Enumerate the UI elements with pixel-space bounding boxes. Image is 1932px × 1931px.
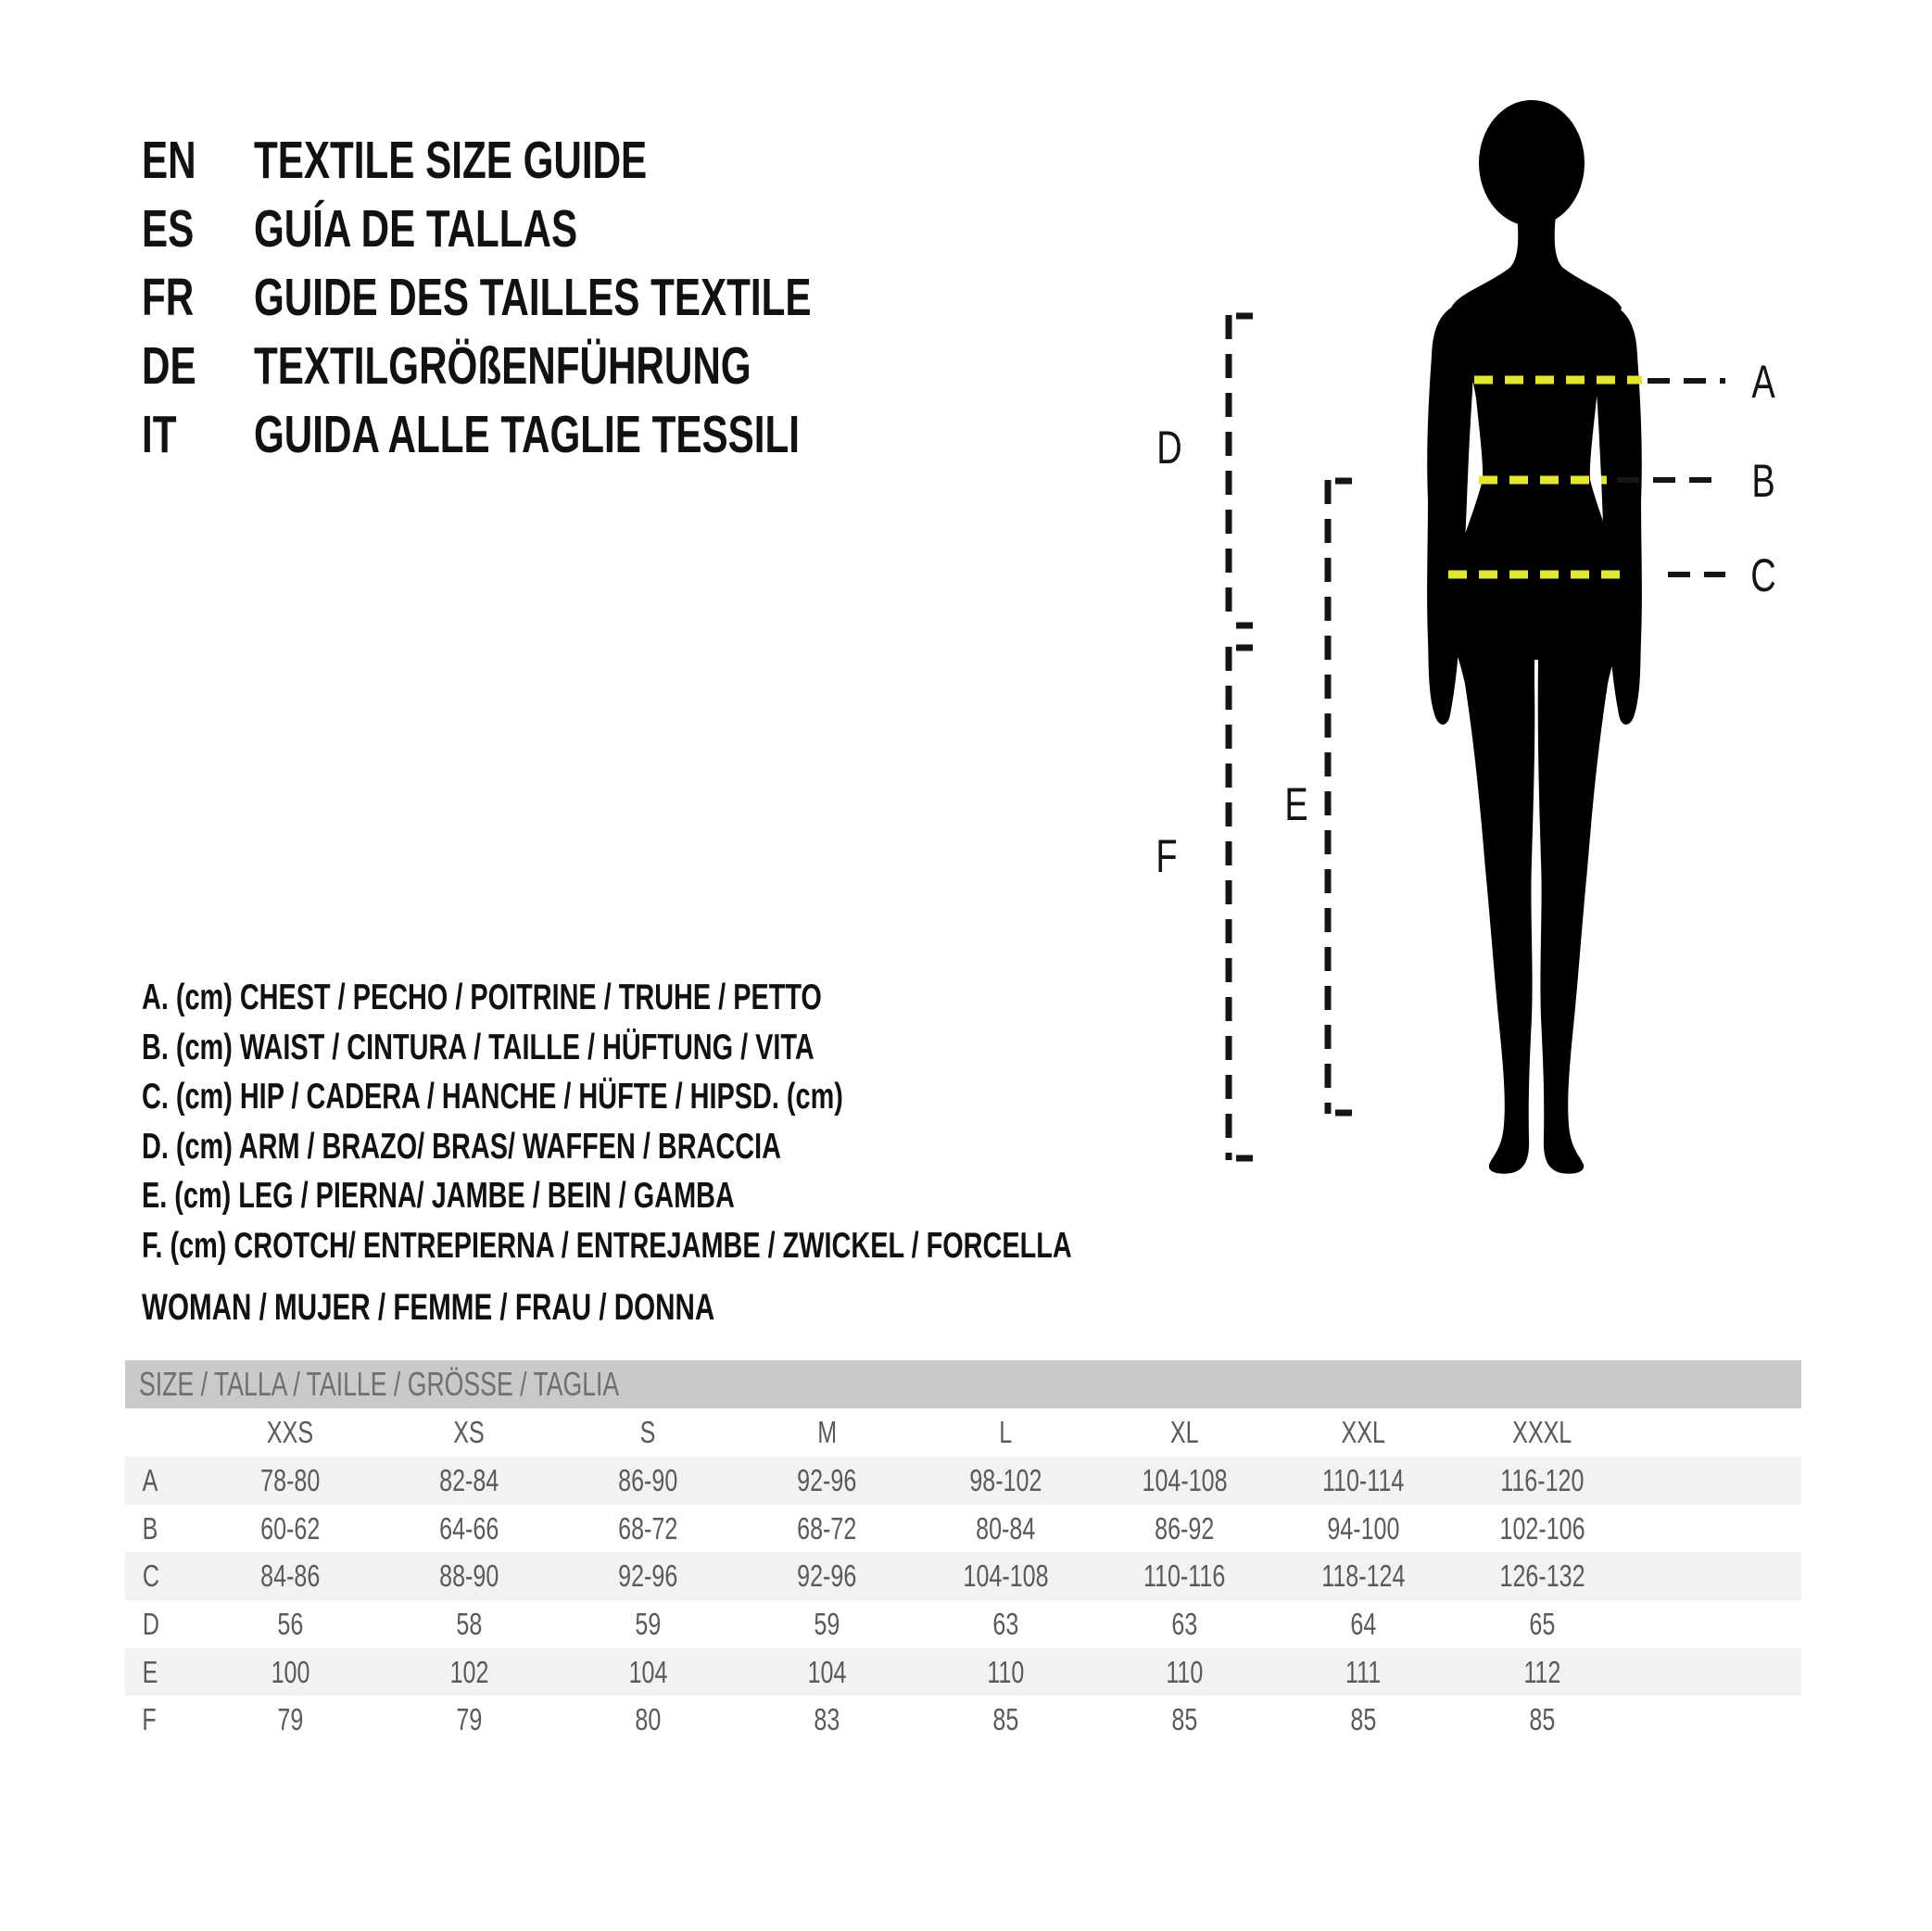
- table-cell: 80: [635, 1702, 662, 1737]
- legend-line: D. (cm) ARM / BRAZO/ BRAS/ WAFFEN / BRACCIA: [142, 1126, 781, 1167]
- table-cell: 110-114: [1322, 1462, 1405, 1497]
- table-cell: 85: [992, 1702, 1019, 1737]
- row-label: E: [142, 1654, 158, 1689]
- marker-b-label: B: [1751, 455, 1775, 507]
- size-column-header: XXS: [267, 1415, 314, 1449]
- guide-title: TEXTILGRÖßENFÜHRUNG: [254, 336, 751, 396]
- table-cell: 82-84: [439, 1462, 499, 1497]
- size-column-header: XL: [1170, 1415, 1199, 1449]
- size-column-header: L: [999, 1415, 1013, 1449]
- marker-a-label: A: [1751, 356, 1775, 408]
- table-cell: 79: [277, 1702, 304, 1737]
- table-cell: 88-90: [439, 1559, 499, 1594]
- table-cell: 80-84: [976, 1510, 1036, 1546]
- table-cell: 85: [1171, 1702, 1198, 1737]
- table-row: [125, 1505, 1801, 1553]
- table-cell: 104: [628, 1654, 668, 1689]
- table-cell: 110-116: [1143, 1559, 1226, 1594]
- size-column-header: M: [817, 1415, 837, 1449]
- size-column-header: XXXL: [1512, 1415, 1572, 1449]
- table-cell: 102: [449, 1654, 489, 1689]
- table-cell: 86-92: [1155, 1510, 1215, 1546]
- table-cell: 59: [814, 1606, 840, 1641]
- legend-line: C. (cm) HIP / CADERA / HANCHE / HÜFTE / HIPSD. (cm): [142, 1077, 843, 1117]
- marker-c-label: C: [1750, 549, 1776, 601]
- table-cell: 84-86: [260, 1559, 321, 1594]
- marker-e-label: E: [1284, 778, 1308, 830]
- size-column-header: XS: [453, 1415, 486, 1449]
- legend-line: B. (cm) WAIST / CINTURA / TAILLE / HÜFTUNG / VITA: [142, 1027, 814, 1067]
- language-code: IT: [142, 405, 177, 464]
- table-cell: 63: [992, 1606, 1019, 1641]
- table-cell: 104-108: [1142, 1462, 1228, 1497]
- table-cell: 100: [271, 1654, 310, 1689]
- table-cell: 85: [1350, 1702, 1377, 1737]
- table-cell: 116-120: [1500, 1462, 1585, 1497]
- table-cell: 64: [1350, 1606, 1377, 1641]
- guide-title: GUIDE DES TAILLES TEXTILE: [254, 268, 812, 327]
- marker-d-label: D: [1156, 422, 1182, 473]
- table-cell: 86-90: [618, 1462, 678, 1497]
- table-cell: 58: [456, 1606, 483, 1641]
- table-cell: 65: [1529, 1606, 1556, 1641]
- row-label: B: [142, 1510, 158, 1546]
- table-cell: 79: [456, 1702, 483, 1737]
- row-label: D: [142, 1606, 159, 1641]
- measurement-legend: [142, 973, 1398, 1271]
- table-cell: 68-72: [797, 1510, 857, 1546]
- table-cell: 126-132: [1499, 1559, 1585, 1594]
- table-cell: 104: [807, 1654, 847, 1689]
- guide-title: GUIDA ALLE TAGLIE TESSILI: [254, 405, 800, 464]
- guide-title: TEXTILE SIZE GUIDE: [254, 131, 648, 190]
- table-cell: 78-80: [260, 1462, 321, 1497]
- guide-title: GUÍA DE TALLAS: [254, 199, 578, 259]
- row-label: F: [142, 1702, 157, 1737]
- size-column-header: S: [640, 1415, 656, 1449]
- table-cell: 92-96: [797, 1559, 857, 1594]
- table-cell: 112: [1523, 1654, 1561, 1689]
- legend-line: A. (cm) CHEST / PECHO / POITRINE / TRUHE / PETTO: [142, 978, 822, 1017]
- language-code: ES: [142, 199, 195, 259]
- table-cell: 102-106: [1499, 1510, 1585, 1546]
- table-cell: 59: [635, 1606, 662, 1641]
- table-row: [125, 1648, 1801, 1697]
- size-header-row: [125, 1408, 1801, 1457]
- size-column-header: XXL: [1341, 1415, 1386, 1449]
- table-cell: 68-72: [618, 1510, 678, 1546]
- language-code: EN: [142, 131, 196, 190]
- table-cell: 94-100: [1327, 1510, 1400, 1546]
- row-label: A: [142, 1462, 158, 1497]
- table-cell: 92-96: [797, 1462, 857, 1497]
- table-row: [125, 1696, 1801, 1744]
- table-cell: 83: [814, 1702, 840, 1737]
- table-cell: 85: [1529, 1702, 1556, 1737]
- table-cell: 64-66: [439, 1510, 499, 1546]
- table-cell: 110: [1166, 1654, 1204, 1689]
- legend-line: F. (cm) CROTCH/ ENTREPIERNA / ENTREJAMBE / ZWICKEL / FORCELLA: [142, 1225, 1072, 1266]
- row-label: C: [142, 1559, 159, 1594]
- legend-line: E. (cm) LEG / PIERNA/ JAMBE / BEIN / GAMBA: [142, 1176, 735, 1217]
- table-cell: 60-62: [260, 1510, 321, 1546]
- table-cell: 111: [1345, 1654, 1382, 1689]
- table-header-label: SIZE / TALLA / TAILLE / GRÖSSE / TAGLIA: [139, 1365, 620, 1403]
- language-code: DE: [142, 336, 196, 396]
- table-row: [125, 1457, 1801, 1505]
- table-row: [125, 1600, 1801, 1648]
- table-cell: 98-102: [969, 1462, 1042, 1497]
- table-cell: 63: [1171, 1606, 1198, 1641]
- language-code: FR: [142, 268, 195, 327]
- table-cell: 56: [277, 1606, 304, 1641]
- size-table: [125, 1360, 1801, 1744]
- table-header-band: [125, 1360, 1801, 1408]
- table-cell: 110: [987, 1654, 1025, 1689]
- gender-title: WOMAN / MUJER / FEMME / FRAU / DONNA: [142, 1287, 715, 1328]
- table-row: [125, 1552, 1801, 1600]
- table-cell: 118-124: [1321, 1559, 1406, 1594]
- marker-f-label: F: [1155, 830, 1178, 882]
- table-cell: 92-96: [618, 1559, 678, 1594]
- table-cell: 104-108: [963, 1559, 1049, 1594]
